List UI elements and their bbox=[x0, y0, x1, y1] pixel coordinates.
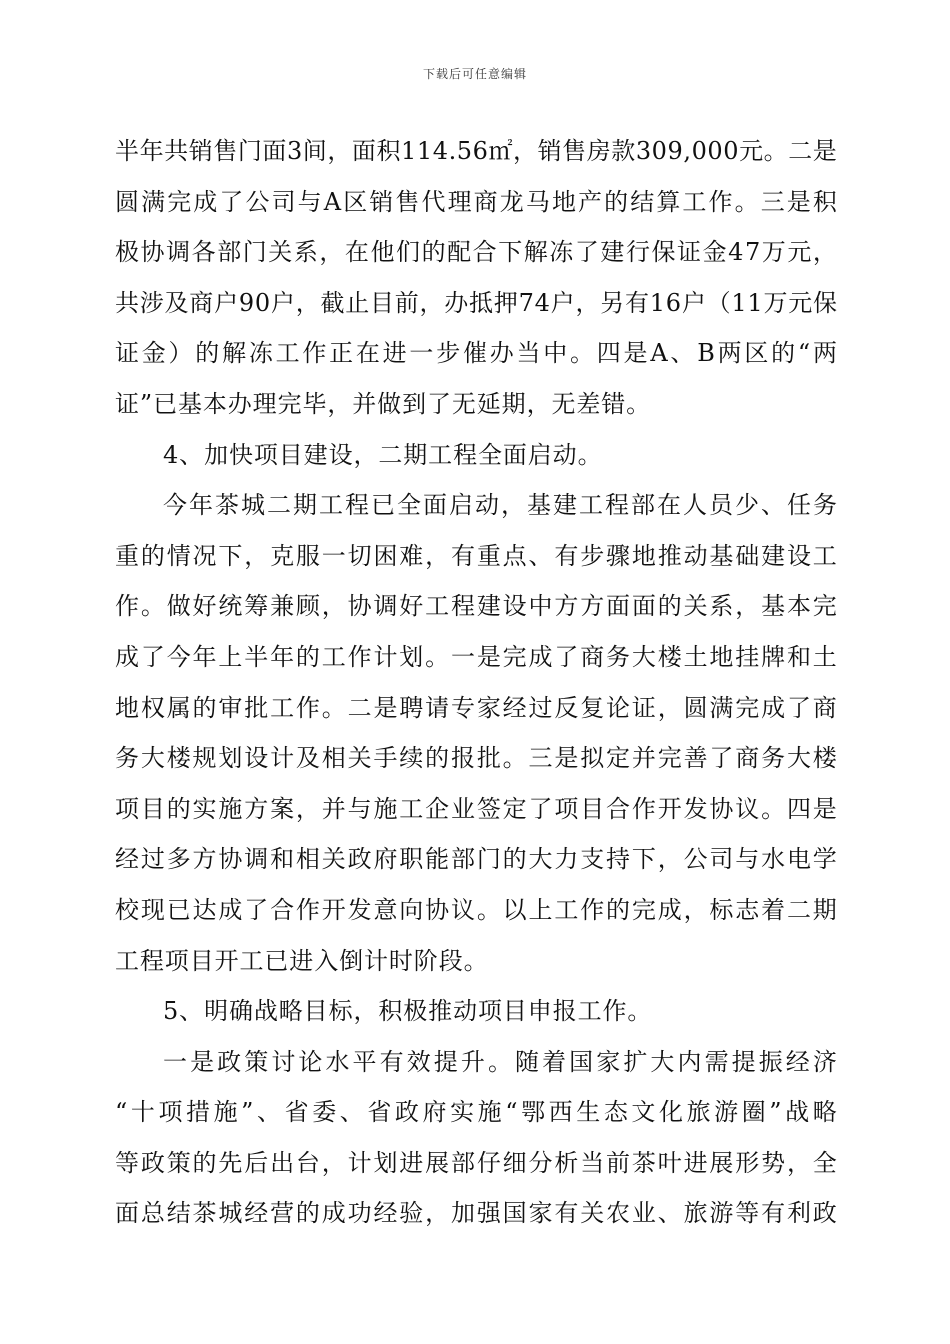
text-line: 重 的 情 况 下 ， 克 服 一 切 困 难 ， 有 重 点 、 有 步 骤 地 推 动 基 础 建 设 工 bbox=[115, 541, 837, 570]
section-heading: 4、加快项目建设，二期工程全面启动。 bbox=[163, 440, 603, 469]
section-heading: 5、明确战略目标，积极推动项目申报工作。 bbox=[163, 997, 653, 1026]
text-line: “ 十 项 措 施 ” 、 省 委 、 省 政 府 实 施 “ 鄂 西 生 态 文 化 旅 游 圈 ” 战 略 bbox=[115, 1098, 837, 1127]
text-line: 项 目 的 实 施 方 案 ， 并 与 施 工 企 业 签 定 了 项 目 合 作 开 发 协 议 。 四 是 bbox=[115, 794, 837, 823]
document-body bbox=[115, 126, 837, 1239]
text-line: 地 权 属 的 审 批 工 作 。 二 是 聘 请 专 家 经 过 反 复 论 证 ， 圆 满 完 成 了 商 bbox=[115, 693, 837, 722]
text-line: 证 金 ） 的 解 冻 工 作 正 在 进 一 步 催 办 当 中 。 四 是 A 、 B 两 区 的 “ 两 bbox=[115, 339, 837, 368]
page-header-note: 下载后可任意编辑 bbox=[422, 67, 527, 81]
text-line: 半 年 共 销 售 门 面 3 间 ， 面 积 1 1 4 . 5 6 ㎡ ， 销 售 房 款 3 0 9 , 0 0 0 元 。 二 是 bbox=[115, 137, 837, 165]
text-line: 共 涉 及 商 户 9 0 户 ， 截 止 目 前 ， 办 抵 押 7 4 户 ， 另 有 1 6 户 （ 1 1 万 元 保 bbox=[115, 288, 837, 317]
text-line: 务 大 楼 规 划 设 计 及 相 关 手 续 的 报 批 。 三 是 拟 定 并 完 善 了 商 务 大 楼 bbox=[115, 744, 837, 773]
text-line: 极 协 调 各 部 门 关 系 ， 在 他 们 的 配 合 下 解 冻 了 建 行 保 证 金 4 7 万 元 ， bbox=[115, 238, 837, 267]
text-line: 作 。 做 好 统 筹 兼 顾 ， 协 调 好 工 程 建 设 中 方 方 面 面 的 关 系 ， 基 本 完 bbox=[115, 592, 837, 621]
text-line: 成 了 今 年 上 半 年 的 工 作 计 划 。 一 是 完 成 了 商 务 大 楼 土 地 挂 牌 和 土 bbox=[115, 642, 837, 671]
text-line: 圆 满 完 成 了 公 司 与 A 区 销 售 代 理 商 龙 马 地 产 的 结 算 工 作 。 三 是 积 bbox=[115, 187, 837, 216]
text-line: 校 现 已 达 成 了 合 作 开 发 意 向 协 议 。 以 上 工 作 的 完 成 ， 标 志 着 二 期 bbox=[115, 895, 837, 924]
text-line: 经 过 多 方 协 调 和 相 关 政 府 职 能 部 门 的 大 力 支 持 下 ， 公 司 与 水 电 学 bbox=[115, 845, 837, 874]
text-line: 工程项目开工已进入倒计时阶段。 bbox=[115, 946, 489, 975]
text-line: 一 是 政 策 讨 论 水 平 有 效 提 升 。 随 着 国 家 扩 大 内 需 提 振 经 济 bbox=[163, 1047, 837, 1076]
text-line: 等 政 策 的 先 后 出 台 ， 计 划 进 展 部 仔 细 分 析 当 前 茶 叶 进 展 形 势 ， 全 bbox=[115, 1148, 837, 1177]
text-line: 证”已基本办理完毕，并做到了无延期，无差错。 bbox=[115, 389, 652, 418]
text-line: 面 总 结 茶 城 经 营 的 成 功 经 验 ， 加 强 国 家 有 关 农 业 、 旅 游 等 有 利 政 bbox=[115, 1199, 837, 1228]
text-line: 今 年 茶 城 二 期 工 程 已 全 面 启 动 ， 基 建 工 程 部 在 人 员 少 、 任 务 bbox=[163, 491, 837, 520]
